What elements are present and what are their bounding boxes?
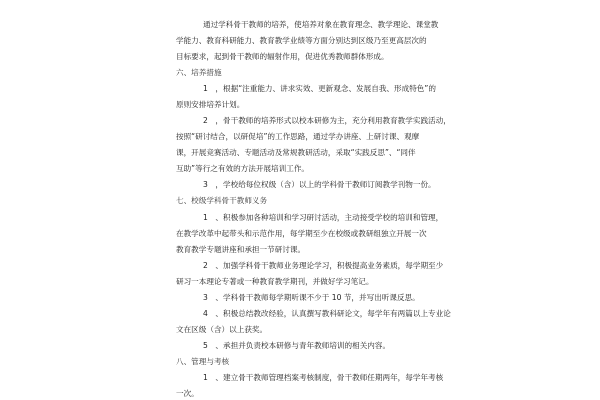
body-line: 目标要求，起到骨干教师的辐射作用，促进优秀教师群体形成。: [176, 52, 389, 61]
body-line: 2 ，骨干教师的培养形式以校本研修为主，充分利用教育教学实践活动，: [203, 116, 451, 125]
body-line: 一次。: [176, 389, 199, 398]
body-line: 1 ，根据“注重能力、讲求实效、更新观念、发展自我、形成特色”的: [203, 84, 436, 93]
body-line: 文在区级（含）以上获奖。: [176, 325, 268, 334]
body-line: 3 、学科骨干教师每学期听课不少于 10 节，并写出听课反思。: [203, 293, 420, 302]
body-line: 5 、承担并负责校本研修与青年教师培训的相关内容。: [203, 341, 391, 350]
body-line: 教育教学专题讲座和承担一节研讨课。: [176, 245, 306, 254]
body-line: 1 、建立骨干教师管理档案考核制度，骨干教师任期两年，每学年考核: [203, 373, 444, 382]
body-line: 按照“研讨结合，以研促培”的工作思路，通过学办讲座、上研讨课、观摩: [176, 132, 420, 141]
section-heading: 八、管理与考核: [176, 357, 230, 366]
body-line: 原则安排培养计划。: [176, 100, 245, 109]
body-line: 1 、积极参加各种培训和学习研讨活动，主动接受学校的培训和管理，: [203, 213, 444, 222]
body-line: 课，开展竞赛活动、专题活动及常规教研活动，采取“实践反思”、“同伴: [176, 148, 416, 157]
body-line: 在教学改革中起带头和示范作用，每学期至少在校级或教研组独立开展一次: [176, 229, 427, 238]
body-line: 3 ，学校给每位权级（含）以上的学科骨干教师订阅教学刊物一份。: [203, 180, 436, 189]
body-line: 学能力、教育科研能力、教育教学业绩等方面分别达到区级乃至更高层次的: [176, 36, 427, 45]
body-line: 互助”等行之有效的方法开展培训工作。: [176, 164, 310, 173]
body-line: 通过学科骨干教师的培养，使培养对象在教育理念、教学理论、课堂教: [203, 20, 439, 29]
section-heading: 七、校级学科骨干教师义务: [176, 196, 268, 205]
body-line: 研习一本理论专著或一种教育教学期刊，并做好学习笔记。: [176, 277, 374, 286]
section-heading: 六、培养措施: [176, 68, 222, 77]
body-line: 4 、积极总结教改经验，认真撰写教科研论文，每学年有两篇以上专业论: [203, 309, 451, 318]
body-line: 2 、加强学科骨干教师业务理论学习，积极提高业务素质，每学期至少: [203, 261, 444, 270]
